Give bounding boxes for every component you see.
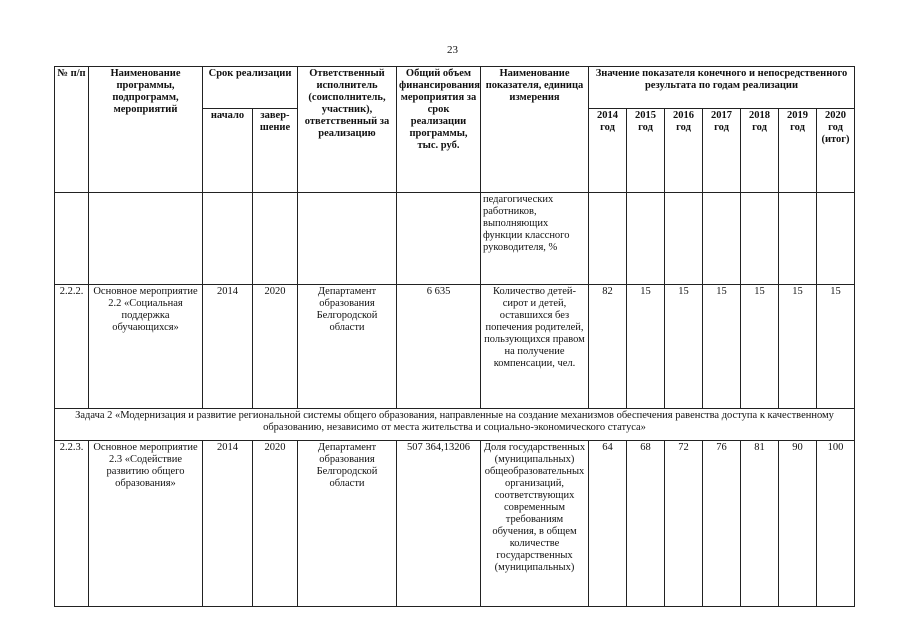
header-executor: Ответственный исполнитель (соисполнитель, участник), ответственный за реализацию — [298, 67, 397, 193]
header-row-1 — [55, 67, 855, 109]
header-year-2020: 2020 год (итог) — [817, 109, 855, 193]
row-end: 2020 — [253, 441, 298, 607]
table-row-2-2-3 — [55, 441, 855, 607]
row-value-2017: 76 — [703, 441, 741, 607]
header-year-2016: 2016 год — [665, 109, 703, 193]
header-indicator: Наименование показателя, единица измерения — [481, 67, 589, 193]
row-value-2015: 68 — [627, 441, 665, 607]
page-number: 23 — [447, 44, 458, 56]
header-year-2017: 2017 год — [703, 109, 741, 193]
row-value-2019: 15 — [779, 285, 817, 409]
row-end: 2020 — [253, 285, 298, 409]
row-value-2018: 15 — [741, 285, 779, 409]
header-name: Наименование программы, подпрограмм, мероприятий — [89, 67, 203, 193]
row-name: Основное мероприятие 2.3 «Содействие развитию общего образования» — [89, 441, 203, 607]
row-value-2020: 100 — [817, 441, 855, 607]
row-indicator: Количество детей-сирот и детей, оставшихся без попечения родителей, пользующихся правом на получение компенсации, чел. — [481, 285, 589, 409]
header-period: Срок реализации — [203, 67, 298, 109]
row-executor: Департамент образования Белгородской области — [298, 285, 397, 409]
header-funding: Общий объем финансирования мероприятия за срок реализации программы, тыс. руб. — [397, 67, 481, 193]
row-indicator: Доля государственных (муниципальных) общеобразовательных организаций, соответствующих современным требованиям обучения, в общем количестве государственных (муниципальных) — [481, 441, 589, 607]
row-value-2016: 15 — [665, 285, 703, 409]
header-year-2014: 2014 год — [589, 109, 627, 193]
row-start: 2014 — [203, 285, 253, 409]
continuation-indicator: педагогических работников, выполняющих функции классного руководителя, % — [481, 193, 589, 285]
row-name: Основное мероприятие 2.2 «Социальная поддержка обучающихся» — [89, 285, 203, 409]
header-end: завер-шение — [253, 109, 298, 193]
row-value-2016: 72 — [665, 441, 703, 607]
header-year-2015: 2015 год — [627, 109, 665, 193]
header-num: № п/п — [55, 67, 89, 193]
row-value-2014: 64 — [589, 441, 627, 607]
row-value-2020: 15 — [817, 285, 855, 409]
row-value-2018: 81 — [741, 441, 779, 607]
row-funding: 507 364,13206 — [397, 441, 481, 607]
row-executor: Департамент образования Белгородской области — [298, 441, 397, 607]
row-funding: 6 635 — [397, 285, 481, 409]
task-text: Задача 2 «Модернизация и развитие региональной системы общего образования, направленные на создание механизмов обеспечения равенства доступа к качественному образованию, независимо от места жительства и социально-экономического статуса» — [55, 409, 855, 441]
row-value-2015: 15 — [627, 285, 665, 409]
header-year-2019: 2019 год — [779, 109, 817, 193]
row-start: 2014 — [203, 441, 253, 607]
task-row — [55, 409, 855, 441]
header-year-2018: 2018 год — [741, 109, 779, 193]
program-table — [54, 66, 855, 607]
row-value-2019: 90 — [779, 441, 817, 607]
row-num: 2.2.2. — [55, 285, 89, 409]
row-value-2017: 15 — [703, 285, 741, 409]
table-row-2-2-2 — [55, 285, 855, 409]
row-value-2014: 82 — [589, 285, 627, 409]
row-num: 2.2.3. — [55, 441, 89, 607]
header-values-title: Значение показателя конечного и непосредственного результата по годам реализации — [589, 67, 855, 109]
continuation-row — [55, 193, 855, 285]
header-start: начало — [203, 109, 253, 193]
